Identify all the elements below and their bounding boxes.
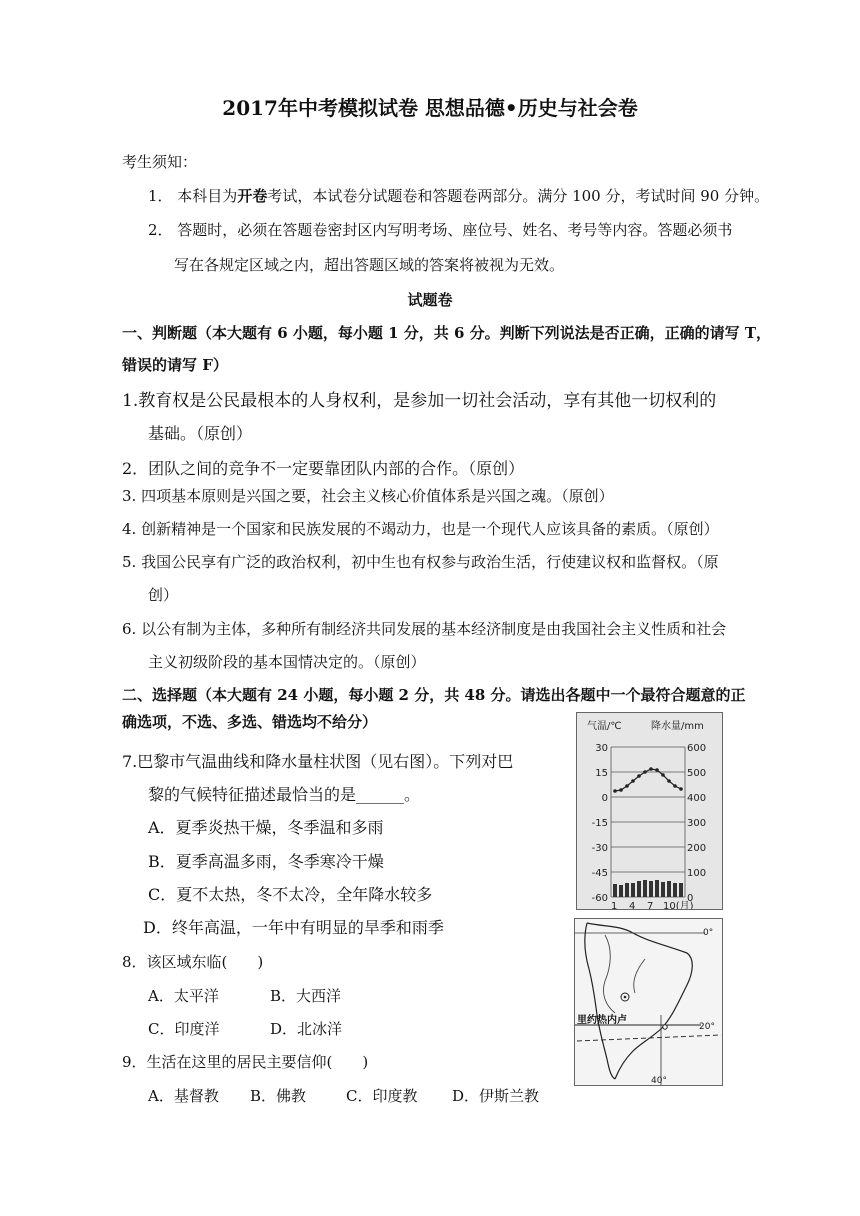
q9-option-d: D．伊斯兰教 (452, 1087, 540, 1105)
month-1: 1 (611, 901, 618, 909)
q9-option-b: B．佛教 (250, 1087, 307, 1105)
south-america-map-figure (574, 918, 723, 1086)
left-tick-m30: -30 (591, 843, 608, 854)
part1-header-line2: 错误的请写 F） (122, 356, 228, 374)
q6-line1: 6. 以公有制为主体，多种所有制经济共同发展的基本经济制度是由我国社会主义性质和社会 (122, 620, 727, 638)
climate-chart-svg (577, 713, 722, 909)
part2-header-line1: 二、选择题（本大题有 24 小题，每小题 2 分，共 48 分。请选出各题中一个最符合题意的正 (122, 686, 746, 704)
notice-item-2-line1: 2． 答题时，必须在答题卷密封区内写明考场、座位号、姓名、考号等内容。答题必须书 (148, 221, 733, 239)
left-axis-title: 气温/℃ (587, 721, 622, 732)
q3: 3. 四项基本原则是兴国之要，社会主义核心价值体系是兴国之魂。（原创） (122, 487, 614, 505)
q7-option-a: A．夏季炎热干燥，冬季温和多雨 (148, 818, 384, 837)
month-4: 4 (629, 901, 636, 909)
month-7: 7 (647, 901, 654, 909)
month-10: 10(月) (663, 901, 694, 909)
q5-line1: 5. 我国公民享有广泛的政治权利，初中生也有权参与政治生活，行使建议权和监督权。（原 (122, 553, 719, 571)
right-tick-200: 200 (687, 843, 707, 854)
q6-line2: 主义初级阶段的基本国情决定的。（原创） (148, 653, 426, 671)
right-tick-0: 0 (687, 893, 694, 904)
precipitation-bars (613, 880, 683, 897)
q7-option-c: C．夏不太热，冬不太冷，全年降水较多 (148, 885, 433, 904)
part1-header-line1: 一、判断题（本大题有 6 小题，每小题 1 分，共 6 分。判断下列说法是否正确，正确的请写 T， (122, 324, 772, 342)
q4: 4. 创新精神是一个国家和民族发展的不竭动力，也是一个现代人应该具备的素质。（原创） (122, 520, 719, 538)
left-tick-0: 0 (601, 793, 608, 804)
map-svg (575, 919, 722, 1085)
dashed-line (577, 1035, 721, 1041)
q5-line2: 创） (148, 586, 179, 604)
left-tick-m15: -15 (591, 818, 608, 829)
notice-item-1: 1． 本科目为开卷考试，本试卷分试题卷和答题卷两部分。满分 100 分，考试时间 90 分钟。 (148, 187, 770, 205)
q7-line1: 7.巴黎市气温曲线和降水量柱状图（见右图）。下列对巴 (122, 752, 514, 771)
q8-option-b: B．大西洋 (270, 987, 342, 1005)
right-tick-400: 400 (687, 793, 707, 804)
lat-0-label: 0° (703, 928, 714, 938)
page-title: 2017年中考模拟试卷 思想品德•历史与社会卷 (222, 96, 638, 120)
right-tick-100: 100 (687, 868, 707, 879)
left-tick-30: 30 (595, 743, 608, 754)
left-tick-15: 15 (595, 768, 608, 779)
left-tick-m45: -45 (591, 868, 608, 879)
right-tick-500: 500 (687, 768, 707, 779)
lat-20-label: 20° (699, 1022, 715, 1032)
q8: 8．该区域东临( ) (122, 953, 264, 971)
q8-option-a: A．太平洋 (148, 987, 219, 1005)
right-tick-600: 600 (687, 743, 707, 754)
city-label: 里约热内卢 (577, 1015, 627, 1026)
q1-line1: 1.教育权是公民最根本的人身权利，是参加一切社会活动，享有其他一切权利的 (122, 391, 717, 411)
city-dot (663, 1025, 667, 1029)
lon-40-label: 40° (651, 1076, 667, 1085)
q9-option-a: A．基督教 (148, 1087, 219, 1105)
q1-line2: 基础。（原创） (148, 424, 253, 443)
q9-option-c: C．印度教 (346, 1087, 418, 1105)
right-tick-300: 300 (687, 818, 707, 829)
notice-heading: 考生须知： (122, 153, 198, 171)
q7-option-d: D．终年高温，一年中有明显的旱季和雨季 (143, 918, 444, 937)
notice-item-2-line2: 写在各规定区域之内，超出答题区域的答案将被视为无效。 (174, 256, 565, 274)
left-tick-m60: -60 (591, 893, 608, 904)
section-label: 试题卷 (407, 291, 453, 309)
grid-lines (611, 747, 685, 897)
q8-option-c: C．印度洋 (148, 1020, 220, 1038)
coastline (585, 923, 692, 1079)
q9: 9．生活在这里的居民主要信仰( ) (122, 1053, 369, 1071)
climate-chart-figure (576, 712, 723, 910)
q7-option-b: B．夏季高温多雨，冬季寒冷干燥 (148, 852, 384, 871)
right-axis-title: 降水量/mm (651, 721, 704, 732)
q7-line2: 黎的气候特征描述最恰当的是______。 (148, 785, 421, 804)
q8-option-d: D．北冰洋 (270, 1020, 343, 1038)
q2: 2．团队之间的竞争不一定要靠团队内部的合作。（原创） (122, 459, 525, 478)
part2-header-line2: 确选项，不选、多选、错选均不给分） (122, 713, 378, 731)
